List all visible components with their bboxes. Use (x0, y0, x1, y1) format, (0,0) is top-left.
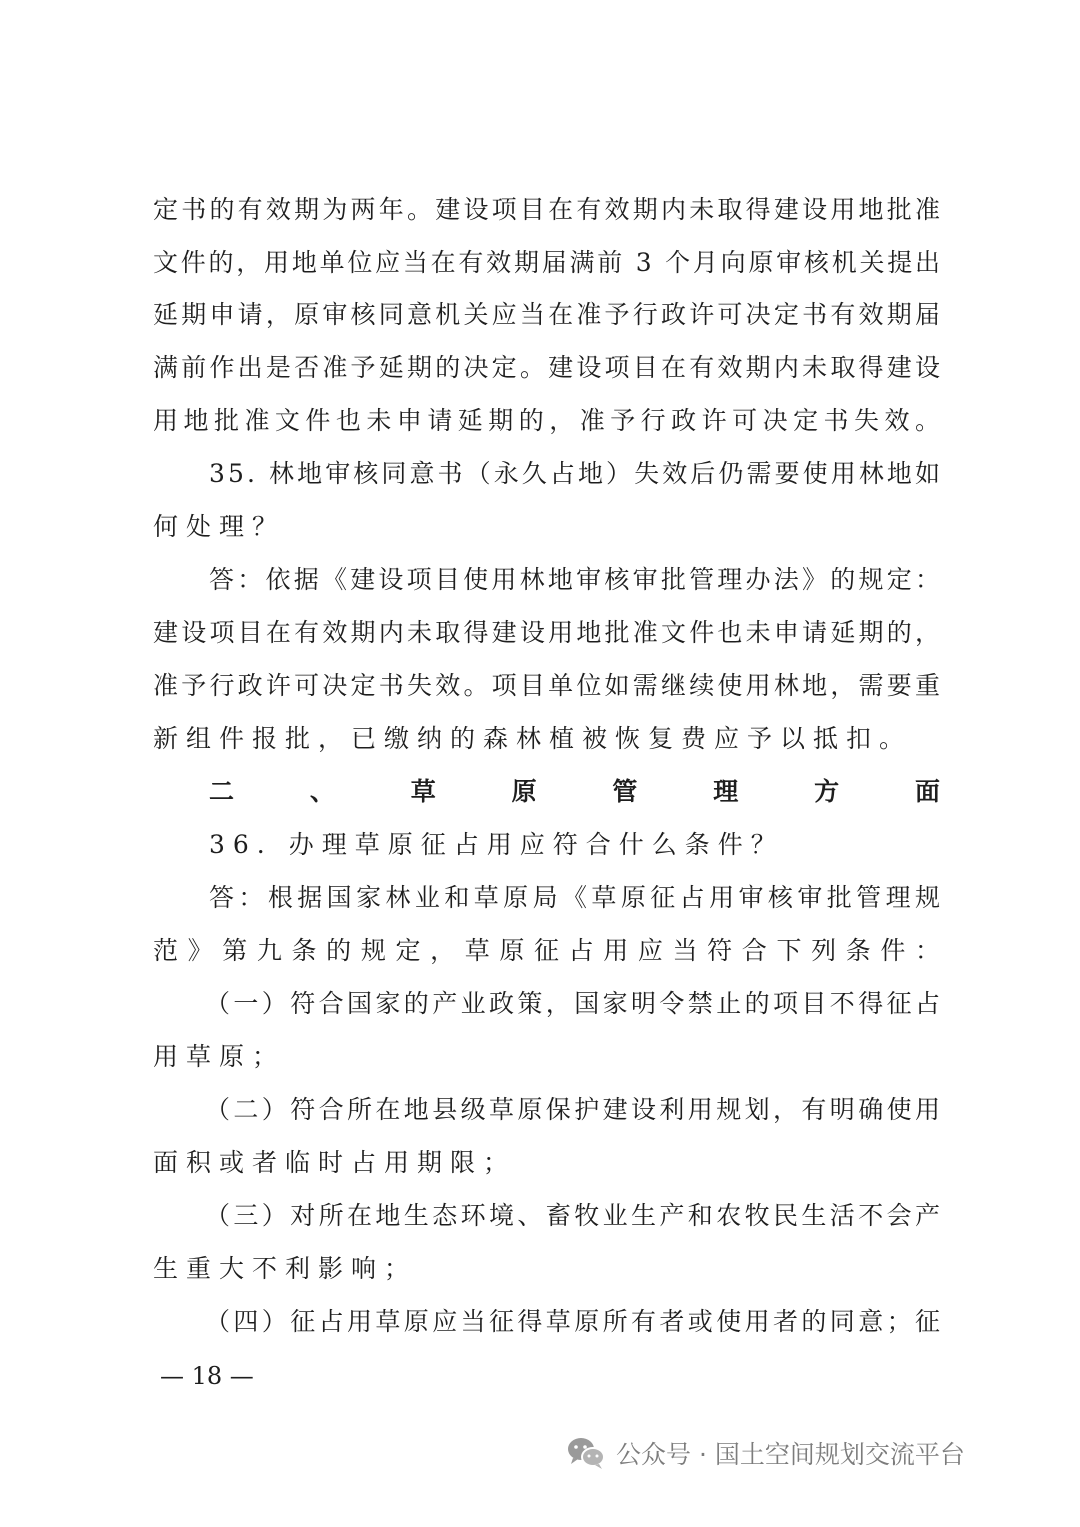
condition-3: （三）对所在地生态环境、畜牧业生产和农牧民生活不会产 (205, 1201, 944, 1230)
text-line: 满前作出是否准予延期的决定。建设项目在有效期内未取得建设 (153, 353, 944, 382)
text-line: 延期申请，原审核同意机关应当在准予行政许可决定书有效期届 (153, 300, 944, 329)
section-heading: 二、草原管理方面 (209, 777, 1016, 806)
question-35: 35. 林地审核同意书（永久占地）失效后仍需要使用林地如 (209, 459, 944, 488)
text-line: 范》第九条的规定，草原征占用应当符合下列条件： (153, 936, 950, 965)
page-number: — 18 — (160, 1362, 254, 1390)
question-35-continued: 何处理？ (153, 512, 286, 541)
condition-2-continued: 面积或者临时占用期限； (153, 1148, 517, 1177)
question-36: 36. 办理草原征占用应符合什么条件？ (209, 830, 784, 859)
condition-2: （二）符合所在地县级草原保护建设利用规划，有明确使用 (205, 1095, 944, 1124)
wechat-icon (566, 1435, 606, 1471)
condition-3-continued: 生重大不利影响； (153, 1254, 418, 1283)
condition-1: （一）符合国家的产业政策，国家明令禁止的项目不得征占 (205, 989, 944, 1018)
answer-35: 答：依据《建设项目使用林地审核审批管理办法》的规定： (209, 565, 944, 594)
condition-4: （四）征占用草原应当征得草原所有者或使用者的同意；征 (205, 1307, 944, 1336)
text-line: 用地批准文件也未申请延期的，准予行政许可决定书失效。 (153, 406, 946, 435)
text-line: 定书的有效期为两年。建设项目在有效期内未取得建设用地批准 (153, 195, 944, 224)
text-line: 新组件报批，已缴纳的森林植被恢复费应予以抵扣。 (153, 724, 913, 753)
watermark (566, 1430, 965, 1476)
text-line: 文件的，用地单位应当在有效期届满前 3 个月向原审核机关提出 (153, 248, 943, 277)
answer-36: 答：根据国家林业和草原局《草原征占用审核审批管理规 (209, 883, 945, 912)
condition-1-continued: 用草原； (153, 1042, 286, 1071)
text-line: 建设项目在有效期内未取得建设用地批准文件也未申请延期的， (153, 618, 944, 647)
text-line: 准予行政许可决定书失效。项目单位如需继续使用林地，需要重 (153, 671, 944, 700)
watermark-text: 公众号 · 国土空间规划交流平台 (616, 1440, 965, 1469)
